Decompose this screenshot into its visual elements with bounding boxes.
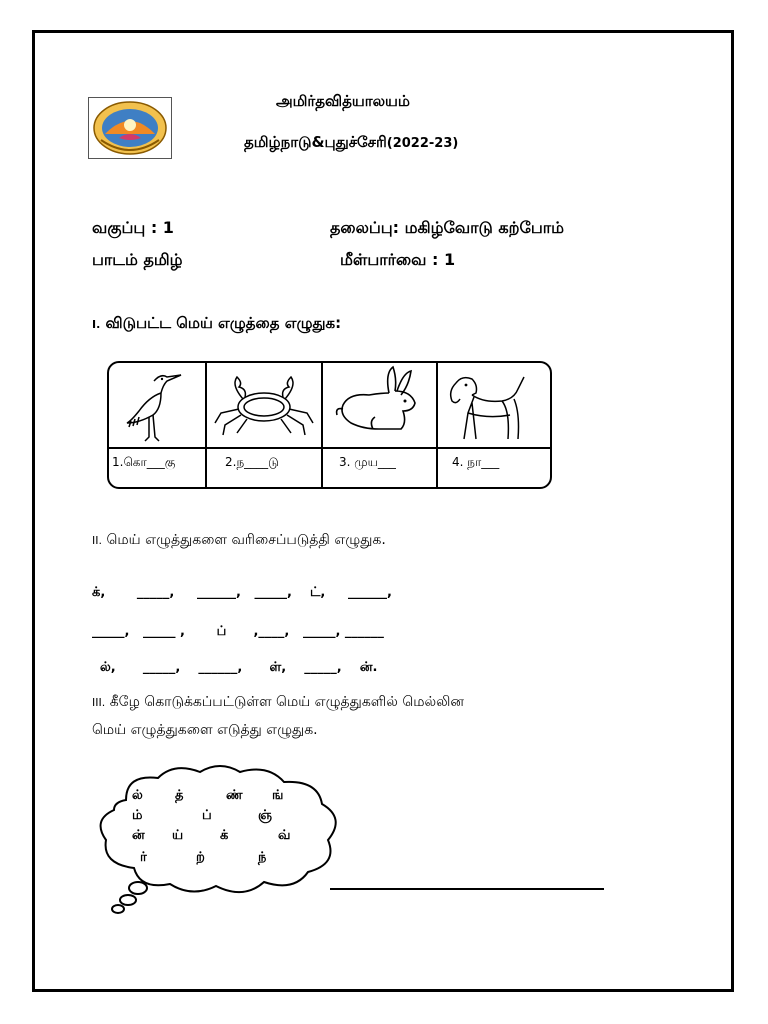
crab-icon	[207, 363, 321, 447]
region-text: தமிழ்நாடு&புதுச்சேரி	[244, 133, 387, 151]
school-emblem-icon	[89, 98, 171, 158]
topic-label: தலைப்பு: மகிழ்வோடு கற்போம்	[330, 218, 564, 237]
section3-line-1	[92, 694, 464, 712]
cloud-letter: ங்	[272, 788, 284, 803]
section3-number: III.	[92, 696, 106, 709]
cloud-letter: ய்	[172, 828, 184, 843]
picture-cell-rabbit	[323, 363, 436, 487]
cloud-letter: ந்	[258, 850, 267, 865]
region-title	[244, 133, 458, 153]
caption-1: 1.கொ___கு	[112, 455, 176, 469]
section2-title: மெய் எழுத்துகளை வரிசைப்படுத்தி எழுதுக.	[106, 532, 386, 548]
section2-number: II.	[92, 534, 102, 547]
picture-table	[107, 361, 552, 489]
dog-icon	[438, 363, 550, 447]
picture-cell-crab	[207, 363, 321, 487]
school-name: அமிர்தவித்யாலயம்	[276, 92, 410, 110]
class-label: வகுப்பு : 1	[92, 218, 174, 237]
crane-icon	[109, 363, 205, 447]
answer-line[interactable]	[330, 888, 604, 890]
rabbit-icon	[323, 363, 436, 447]
caption-4: 4. நா___	[452, 455, 500, 469]
cloud-letter: த்	[175, 788, 184, 803]
cloud-letter: ல்	[132, 788, 143, 803]
academic-year: (2022-23)	[386, 136, 459, 151]
subject-label: பாடம் தமிழ்	[92, 250, 183, 269]
section1-heading	[92, 314, 341, 334]
section3-instruction-1: கீழே கொடுக்கப்பட்டுள்ள மெய் எழுத்துகளில் மெல்லின	[109, 694, 464, 710]
cloud-letter: ம்	[132, 808, 143, 823]
cloud-letter: ண்	[226, 788, 243, 803]
thought-cloud	[88, 760, 350, 918]
caption-2: 2.ந____டு	[225, 455, 279, 469]
cloud-letter: ப்	[202, 808, 212, 823]
school-logo	[88, 97, 172, 159]
cloud-letter: வ்	[278, 828, 291, 843]
cloud-letter: ஞ்	[258, 808, 272, 823]
picture-cell-crane	[109, 363, 205, 487]
cloud-letter: ற்	[196, 850, 205, 865]
cloud-letter: ர்	[140, 850, 147, 865]
sequence-row-1: க், _____, ______, _____, ட், ______,	[92, 585, 392, 600]
sequence-row-3: ல், _____, ______, ள், _____, ன்.	[100, 660, 378, 675]
caption-3: 3. முய___	[339, 455, 396, 469]
picture-cell-dog	[438, 363, 550, 487]
section3-instruction-2: மெய் எழுத்துகளை எடுத்து எழுதுக.	[92, 722, 318, 738]
section1-title: விடுபட்ட மெய் எழுத்தை எழுதுக:	[105, 314, 342, 332]
revision-label: மீள்பார்வை : 1	[340, 250, 456, 269]
cloud-letter: ன்	[132, 828, 145, 843]
section2-heading	[92, 532, 386, 550]
cloud-letter: க்	[220, 828, 229, 843]
sequence-row-2: _____, _____ , ப் ,____, _____, ______	[92, 624, 384, 639]
section1-number: I.	[92, 318, 101, 331]
